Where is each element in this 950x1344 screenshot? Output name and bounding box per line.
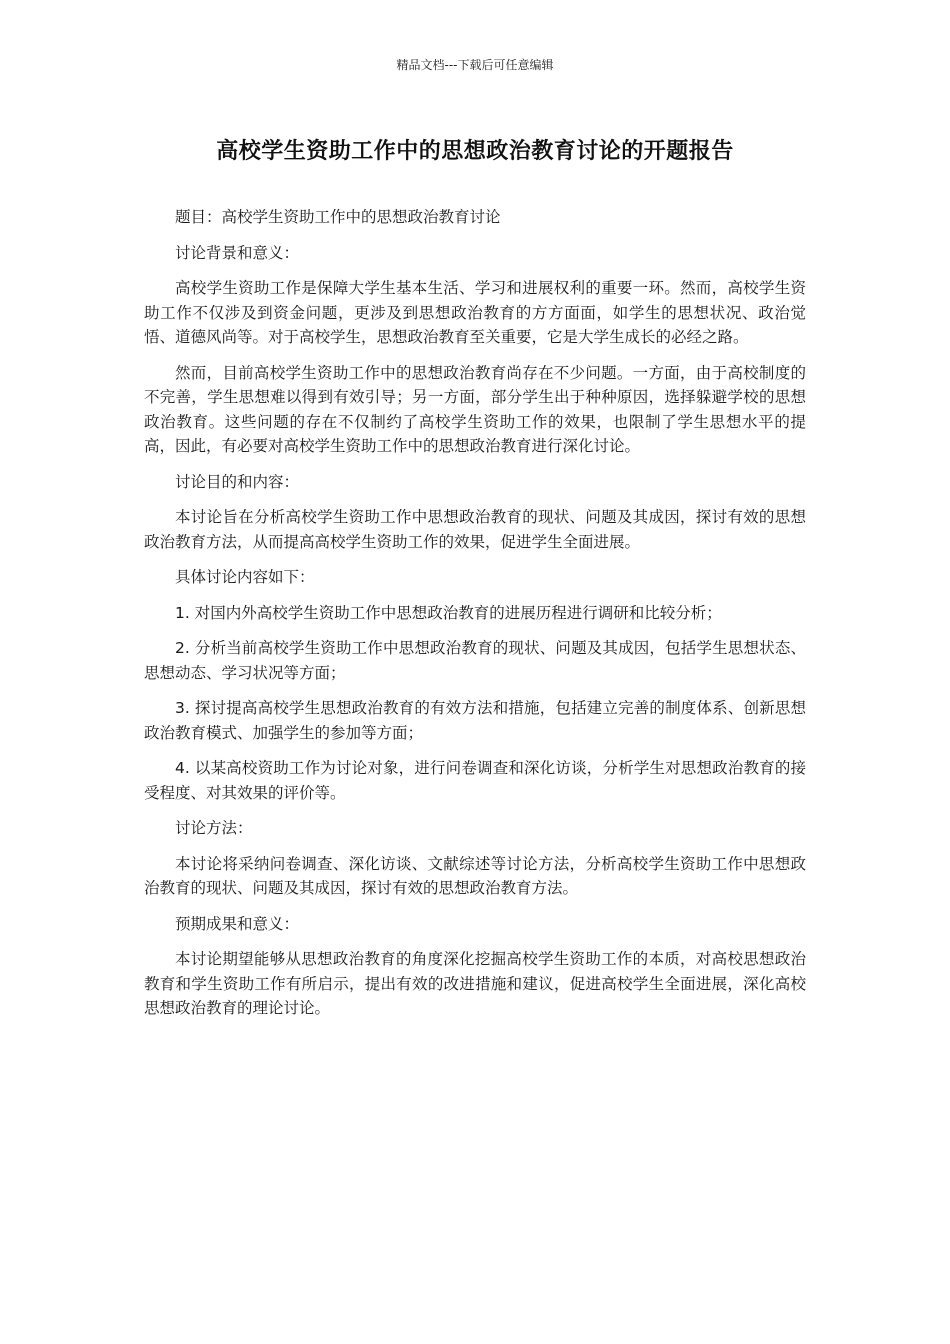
content-list-item-1: 1. 对国内外高校学生资助工作中思想政治教育的进展历程进行调研和比较分析； [175, 603, 722, 622]
content-list-item-3: 3. 探讨提高高校学生思想政治教育的有效方法和措施，包括建立完善的制度体系、创新思想政治教育模式、加强学生的参加等方面； [144, 699, 806, 742]
section-heading-outcome: 预期成果和意义： [175, 914, 300, 933]
page-header-watermark: 精品文档---下载后可任意编辑 [396, 58, 554, 72]
section-heading-method: 讨论方法： [175, 819, 253, 837]
content-list-intro: 具体讨论内容如下： [175, 568, 315, 586]
section-heading-background: 讨论背景和意义： [175, 243, 300, 262]
outcome-paragraph: 本讨论期望能够从思想政治教育的角度深化挖掘高校学生资助工作的本质，对高校思想政治教育和学生资助工作有所启示，提出有效的改进措施和建议，促进高校学生全面进展，深化高校思想政治教育的理论讨论。 [144, 950, 806, 1017]
background-paragraph-1: 高校学生资助工作是保障大学生基本生活、学习和进展权利的重要一环。然而，高校学生资助工作不仅涉及到资金问题，更涉及到思想政治教育的方方面面，如学生的思想状况、政治觉悟、道德风尚等。对于高校学生，思想政治教育至关重要，它是大学生成长的必经之路。 [144, 279, 806, 346]
content-list-item-4: 4. 以某高校资助工作为讨论对象，进行问卷调查和深化访谈，分析学生对思想政治教育的接受程度、对其效果的评价等。 [144, 759, 806, 802]
document-title: 高校学生资助工作中的思想政治教育讨论的开题报告 [216, 139, 734, 164]
method-paragraph: 本讨论将采纳问卷调查、深化访谈、文献综述等讨论方法，分析高校学生资助工作中思想政治教育的现状、问题及其成因，探讨有效的思想政治教育方法。 [144, 854, 806, 897]
purpose-paragraph: 本讨论旨在分析高校学生资助工作中思想政治教育的现状、问题及其成因，探讨有效的思想政治教育方法，从而提高高校学生资助工作的效果，促进学生全面进展。 [144, 508, 806, 551]
section-heading-purpose: 讨论目的和内容： [175, 472, 300, 491]
background-paragraph-2: 然而，目前高校学生资助工作中的思想政治教育尚存在不少问题。一方面，由于高校制度的不完善，学生思想难以得到有效引导；另一方面，部分学生出于种种原因，选择躲避学校的思想政治教育。这些问题的存在不仅制约了高校学生资助工作的效果，也限制了学生思想水平的提高，因此，有必要对高校学生资助工作中的思想政治教育进行深化讨论。 [144, 363, 806, 455]
content-list-item-2: 2. 分析当前高校学生资助工作中思想政治教育的现状、问题及其成因，包括学生思想状态、思想动态、学习状况等方面； [144, 639, 806, 682]
document-body [144, 205, 806, 1032]
topic-line: 题目：高校学生资助工作中的思想政治教育讨论 [175, 208, 501, 226]
